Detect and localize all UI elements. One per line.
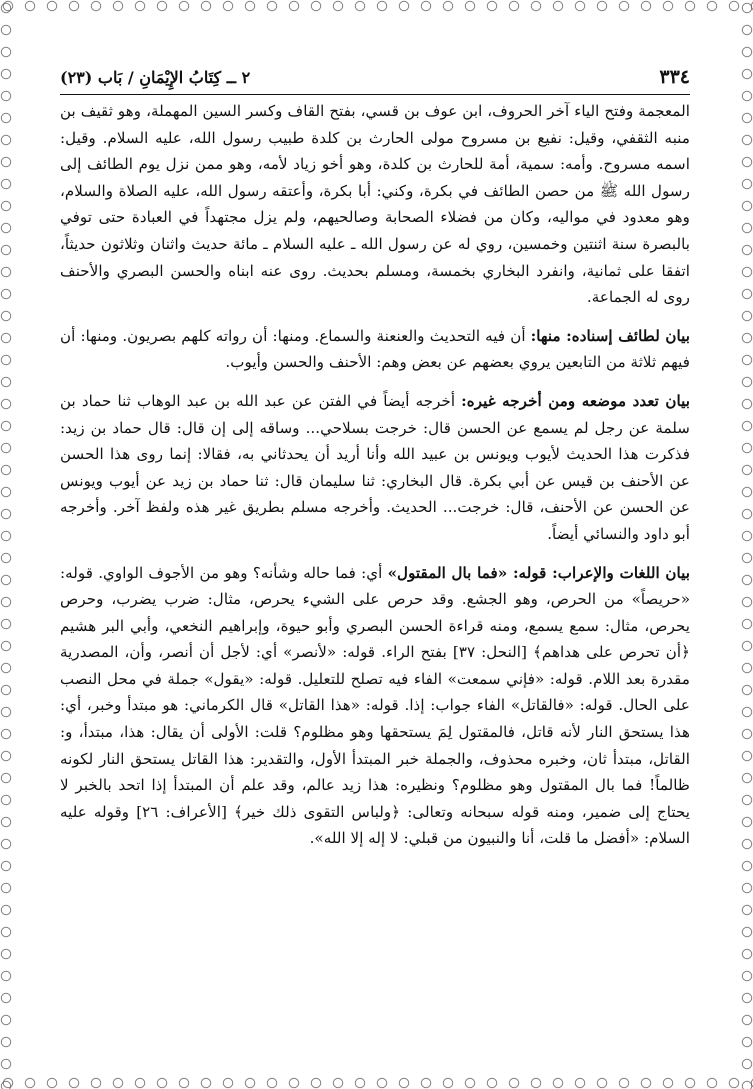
ornamental-border-top (0, 0, 753, 12)
page-header (60, 64, 690, 95)
paragraph-language-grammar (60, 560, 690, 853)
paragraph-narration-sources (60, 388, 690, 548)
section-heading: بيان اللغات والإعراب: قوله: «فما بال المقتول» (387, 563, 690, 582)
section-heading: بيان لطائف إسناده: منها: (530, 326, 690, 345)
page-body (60, 98, 690, 1058)
section-heading: بيان تعدد موضعه ومن أخرجه غيره: (461, 391, 690, 410)
ornamental-border-left (0, 0, 12, 1089)
paragraph-isnad-subtleties (60, 323, 690, 376)
paragraph-text: المعجمة وفتح الياء آخر الحروف، ابن عوف بن قسي، بفتح القاف وكسر السين المهملة، وهو ثقيف بن منبه الثقفي، وقيل: نفيع بن مسروح مولى الحارث بن كلدة طبيب رسول الله، عليه السلام. وقيل: اسمه مسروح. وأمه: سمية، أمة للحارث بن كلدة، وهو أخو زياد لأمه، وهو ممن نزل يوم الطائف إلى رسول الله ﷺ من حصن الطائف في بكرة، وكني: أبا بكرة، وأعتقه رسول الله، عليه الصلاة والسلام، وهو معدود في مواليه، وكان من فضلاء الصحابة وصالحيهم، ولم يزل مجتهداً في العبادة حتى توفي بالبصرة سنة اثنتين وخمسين، روي له عن رسول الله ـ عليه السلام ـ مائة حديث واثنان وثلاثون حديثاً، اتفقا على ثمانية، وانفرد البخاري بخمسة، ومسلم بحديث. روى عنه ابناه والحسن البصري والأحنف روى له الجماعة. (60, 102, 690, 307)
paragraph-text: أن فيه التحديث والعنعنة والسماع. ومنها: أن رواته كلهم بصريون. ومنها: أن فيهم ثلاثة من التابعين يروي بعضهم عن بعض وهم: الأحنف والحسن وأيوب. (60, 326, 690, 372)
running-title: ٢ ــ كِتَابُ الإِيْمَانِ / بَاب (٢٣) (60, 67, 251, 87)
ornamental-border-bottom (0, 1077, 753, 1089)
paragraph-narrator-bio (60, 98, 690, 311)
ornamental-border-right (741, 0, 753, 1089)
page-number: ٣٣٤ (659, 66, 690, 88)
paragraph-text: أخرجه أيضاً في الفتن عن عبد الله بن عبد الوهاب ثنا حماد بن سلمة عن رجل لم يسمع عن الحسن قال: خرجت بسلاحي... وساقه إلى إن قال: قال حماد بن زيد: فذكرت هذا الحديث لأيوب ويونس بن عبيد الله وأنا أريد أن يحدثاني به، فقالا: إنما روى هذا الحسن عن الأحنف بن قيس عن أبي بكرة. قال البخاري: ثنا سليمان قال: ثنا حماد بن زيد عن أيوب ويونس عن الحسن عن الأحنف، قال: خرجت... الحديث. وأخرجه مسلم بطريق غير هذه ولفظ آخر. وأخرجه أبو داود والنسائي أيضاً. (60, 391, 690, 543)
paragraph-text: أي: فما حاله وشأنه؟ وهو من الأجوف الواوي. قوله: «حريصاً» من الحرص، وهو الجشع. وقد حرص على الشيء يحرص، مثال: ضرب يضرب، وحرص يحرص، مثال: سمع يسمع، ومنه قراءة الحسن البصري وأبو حيوة، وإبراهيم النخعي، وأبي البر هشيم ﴿أن تحرص على هداهم﴾ [النحل: ٣٧] بفتح الراء. قوله: «لأنصر» أي: لأجل أن أنصر، وأن، المصدرية مقدرة بعد اللام. قوله: «فإني سمعت» الفاء فيه تصلح للتعليل. قوله: «يقول» جملة في محل النصب على الحال. قوله: «فالقاتل» الفاء جواب: إذا. قوله: «هذا القاتل» قال الكرماني: هو مبتدأ وخبر، أي: هذا يستحق النار لأنه قاتل، فالمقتول لِمَ يستحقها وهو مظلوم؟ قلت: الأولى أن يقال: هذا، مبتدأ، و: القاتل، مبتدأ ثان، وخبره محذوف، والجملة خبر المبتدأ الأول، والتقدير: هذا القاتل يستحق النار لكونه ظالماً! فما بال المقتول وهو مظلوم؟ ونظيره: هذا زيد عالم، وقد علم أن المبتدأ إذا اتحد بالخبر لا يحتاج إلى ضمير، ومنه قوله سبحانه وتعالى: ﴿ولباس التقوى ذلك خير﴾ [الأعراف: ٢٦] وقوله عليه السلام: «أفضل ما قلت، أنا والنبيون من قبلي: لا إله إلا الله». (60, 563, 690, 848)
